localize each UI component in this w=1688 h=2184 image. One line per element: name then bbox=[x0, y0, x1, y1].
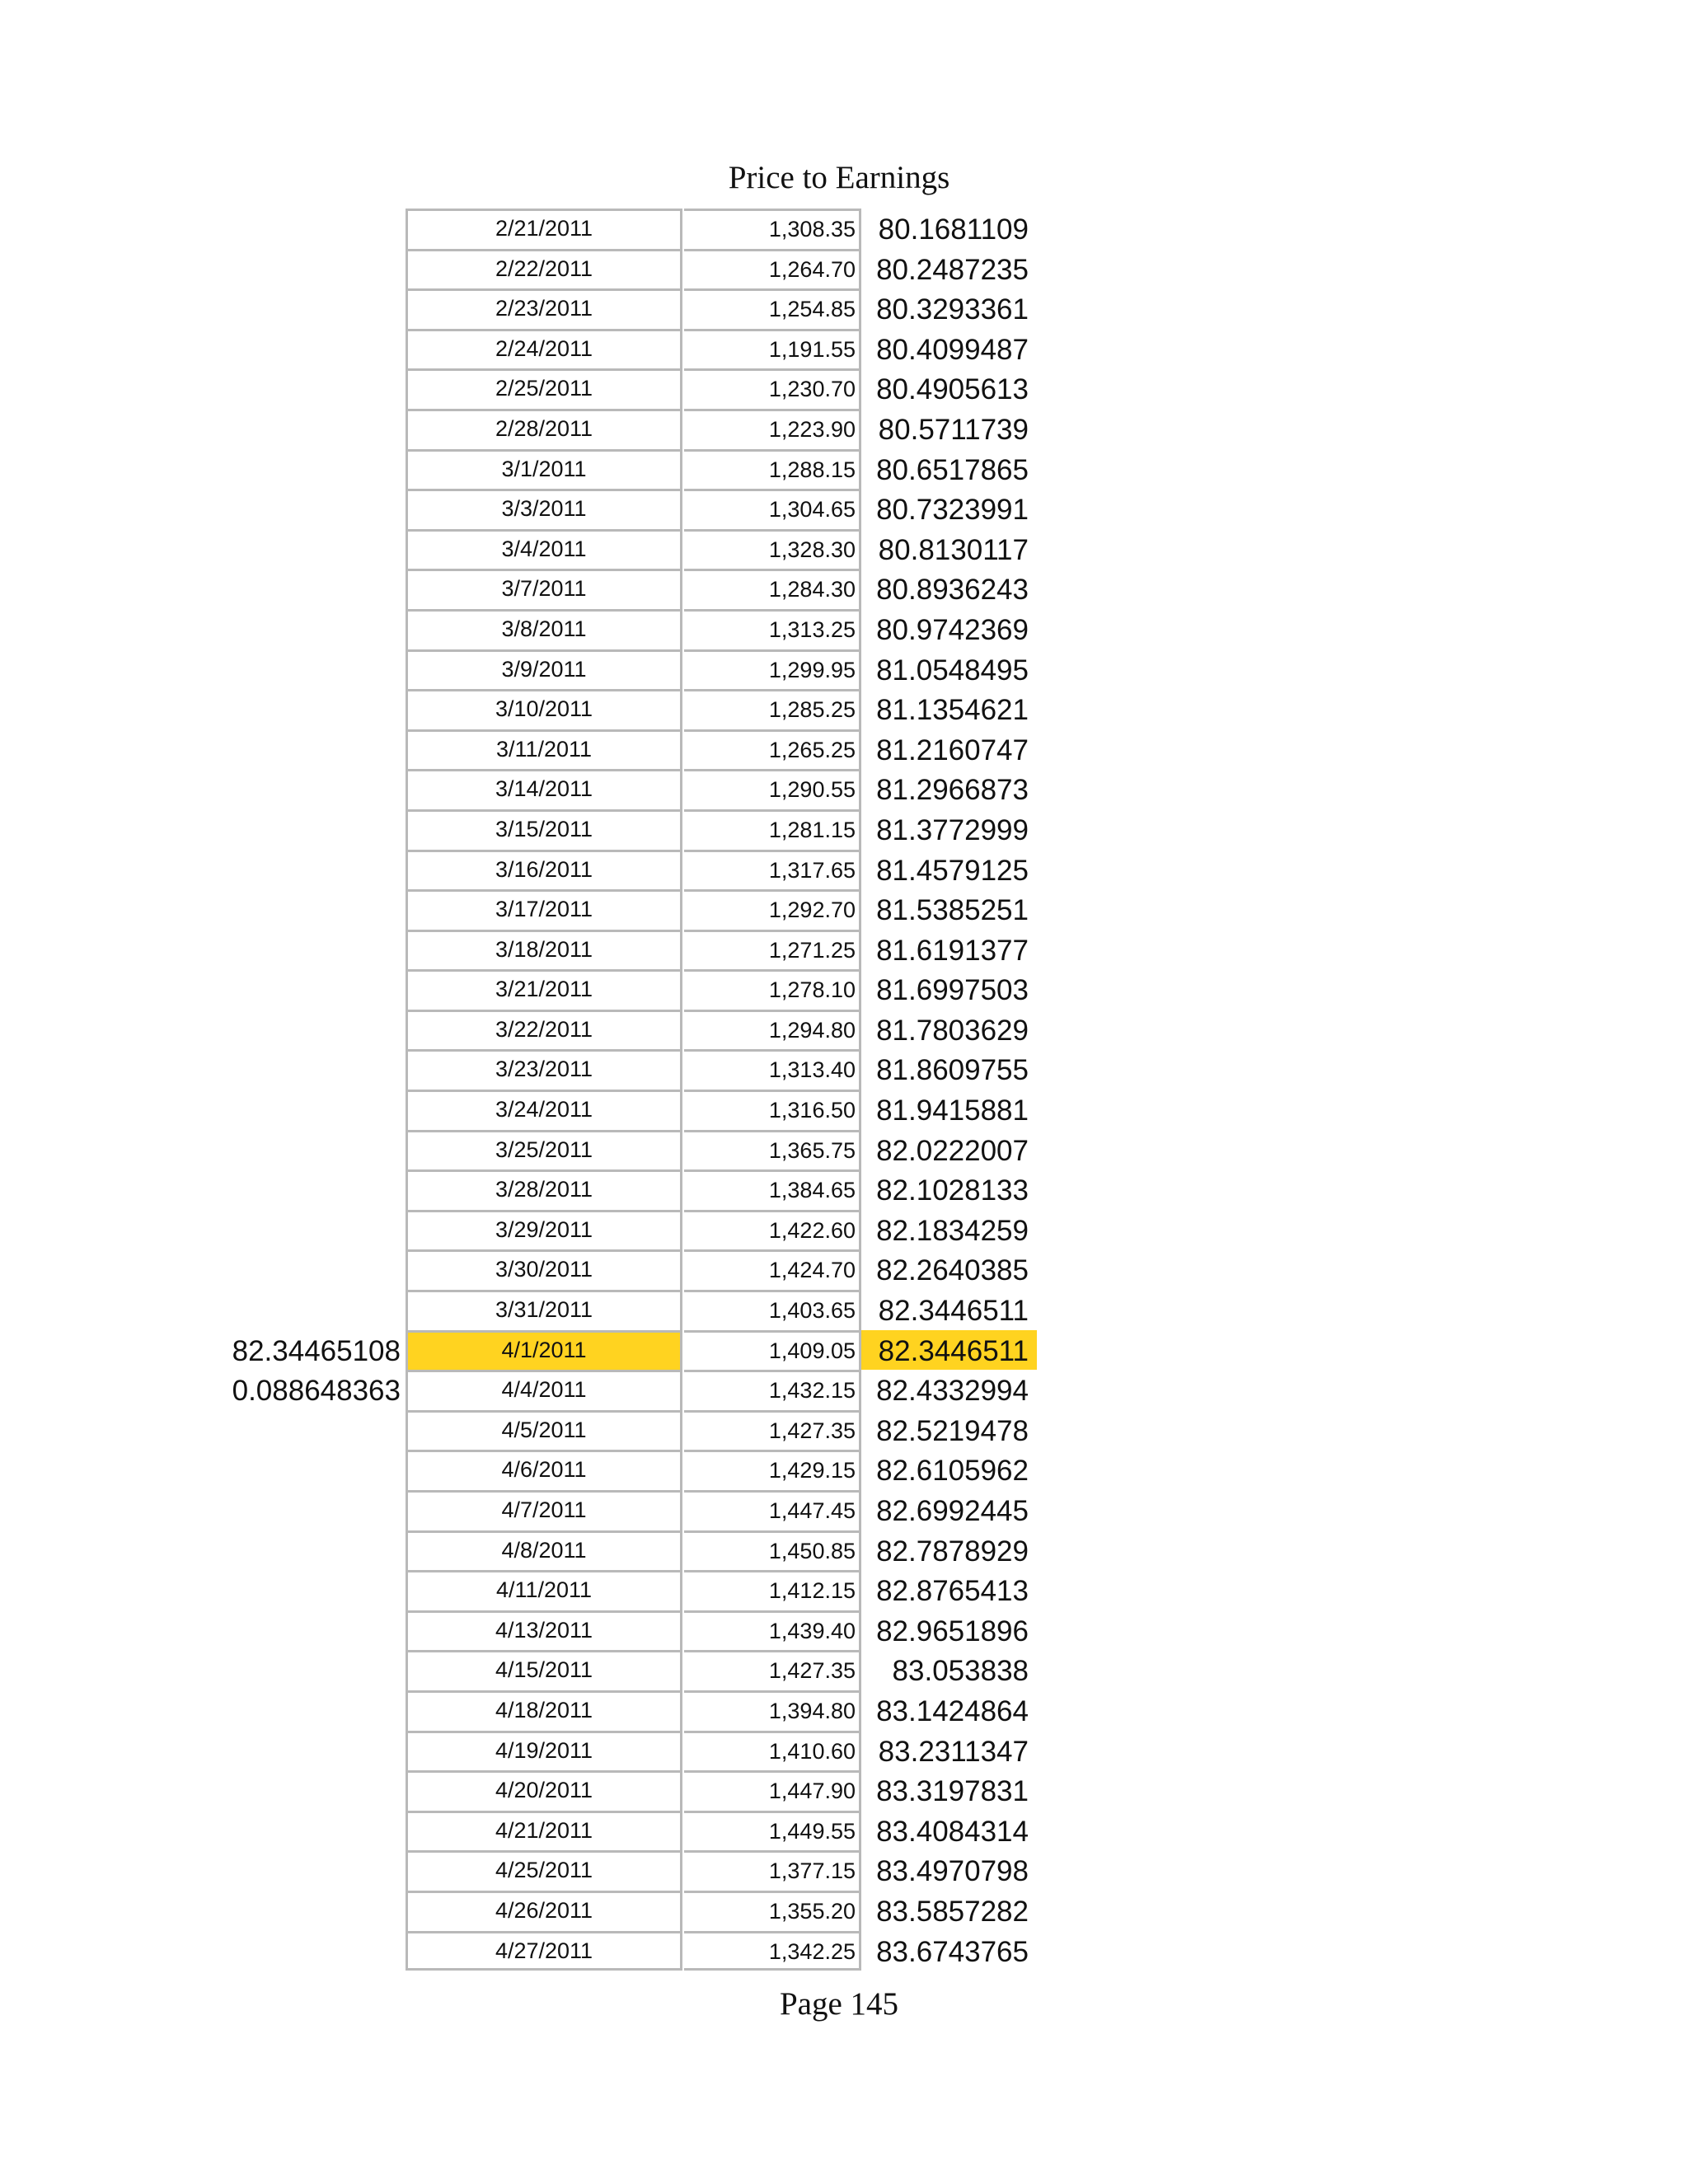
table-row bbox=[0, 1370, 1688, 1410]
close-price-cell: 1,342.25 bbox=[684, 1931, 861, 1971]
close-price-cell: 1,412.15 bbox=[684, 1570, 861, 1610]
close-price-cell: 1,403.65 bbox=[684, 1290, 861, 1330]
close-price-cell: 1,432.15 bbox=[684, 1370, 861, 1410]
pe-ratio-cell: 83.3197831 bbox=[876, 1775, 1029, 1808]
table-row bbox=[0, 850, 1688, 890]
table-row bbox=[0, 449, 1688, 490]
pe-ratio-cell: 82.1028133 bbox=[876, 1174, 1029, 1207]
table-row bbox=[0, 969, 1688, 1010]
pe-ratio-cell: 81.6191377 bbox=[876, 934, 1029, 967]
close-price-cell: 1,384.65 bbox=[684, 1169, 861, 1210]
pe-ratio-cell: 82.6992445 bbox=[876, 1495, 1029, 1527]
date-cell: 4/19/2011 bbox=[406, 1731, 682, 1771]
pe-ratio-cell: 80.3293361 bbox=[876, 293, 1029, 326]
pe-ratio-cell: 82.4332994 bbox=[876, 1375, 1029, 1408]
pe-ratio-cell: 81.5385251 bbox=[876, 894, 1029, 927]
close-price-cell: 1,313.25 bbox=[684, 609, 861, 649]
table-row bbox=[0, 930, 1688, 970]
close-price-cell: 1,304.65 bbox=[684, 489, 861, 529]
table-row bbox=[0, 889, 1688, 930]
pe-ratio-cell: 80.1681109 bbox=[878, 213, 1029, 246]
close-price-cell: 1,284.30 bbox=[684, 569, 861, 609]
date-cell: 3/28/2011 bbox=[406, 1169, 682, 1210]
close-price-cell: 1,316.50 bbox=[684, 1090, 861, 1130]
pe-ratio-cell: 82.0222007 bbox=[876, 1134, 1029, 1167]
page-number: Page 145 bbox=[779, 1986, 899, 2022]
date-cell: 3/17/2011 bbox=[406, 889, 682, 930]
pe-ratio-cell: 80.2487235 bbox=[876, 253, 1029, 286]
date-cell: 3/29/2011 bbox=[406, 1210, 682, 1250]
table-row bbox=[0, 649, 1688, 690]
table-row bbox=[0, 1650, 1688, 1690]
side-value-cell: 82.34465108 bbox=[232, 1334, 401, 1367]
pe-ratio-cell: 83.1424864 bbox=[876, 1694, 1029, 1727]
date-cell: 2/22/2011 bbox=[406, 249, 682, 289]
table-row bbox=[0, 729, 1688, 770]
pe-ratio-cell: 80.8936243 bbox=[876, 574, 1029, 607]
pe-ratio-cell: 82.9651896 bbox=[876, 1615, 1029, 1647]
pe-ratio-cell: 82.5219478 bbox=[876, 1414, 1029, 1447]
table-row bbox=[0, 1410, 1688, 1451]
pe-ratio-cell: 83.053838 bbox=[892, 1655, 1029, 1688]
close-price-cell: 1,409.05 bbox=[684, 1330, 861, 1371]
date-cell: 2/23/2011 bbox=[406, 288, 682, 329]
table-row bbox=[0, 1490, 1688, 1530]
date-cell: 4/7/2011 bbox=[406, 1490, 682, 1530]
date-cell: 3/14/2011 bbox=[406, 769, 682, 809]
date-cell: 2/28/2011 bbox=[406, 409, 682, 449]
table-row bbox=[0, 1290, 1688, 1330]
price-table bbox=[0, 209, 1688, 1971]
pe-ratio-cell: 83.6743765 bbox=[876, 1935, 1029, 1968]
close-price-cell: 1,450.85 bbox=[684, 1530, 861, 1571]
table-row bbox=[0, 609, 1688, 649]
close-price-cell: 1,278.10 bbox=[684, 969, 861, 1010]
date-cell: 4/20/2011 bbox=[406, 1770, 682, 1811]
close-price-cell: 1,223.90 bbox=[684, 409, 861, 449]
table-row bbox=[0, 1931, 1688, 1971]
close-price-cell: 1,422.60 bbox=[684, 1210, 861, 1250]
date-cell: 4/13/2011 bbox=[406, 1610, 682, 1651]
date-cell: 4/8/2011 bbox=[406, 1530, 682, 1571]
date-cell: 4/26/2011 bbox=[406, 1891, 682, 1931]
pe-ratio-cell: 80.6517865 bbox=[876, 453, 1029, 486]
table-row bbox=[0, 368, 1688, 409]
pe-ratio-cell: 81.8609755 bbox=[876, 1054, 1029, 1087]
date-cell: 4/15/2011 bbox=[406, 1650, 682, 1690]
date-cell: 4/21/2011 bbox=[406, 1811, 682, 1851]
date-cell: 2/24/2011 bbox=[406, 329, 682, 369]
table-row bbox=[0, 1010, 1688, 1050]
date-cell: 3/7/2011 bbox=[406, 569, 682, 609]
close-price-cell: 1,294.80 bbox=[684, 1010, 861, 1050]
date-cell: 3/1/2011 bbox=[406, 449, 682, 490]
table-row bbox=[0, 529, 1688, 569]
close-price-cell: 1,308.35 bbox=[684, 209, 861, 249]
table-row bbox=[0, 1249, 1688, 1290]
table-row bbox=[0, 1811, 1688, 1851]
pe-ratio-cell: 80.4099487 bbox=[876, 333, 1029, 366]
pe-ratio-cell: 81.2966873 bbox=[876, 774, 1029, 807]
date-cell: 4/1/2011 bbox=[406, 1330, 682, 1371]
date-cell: 4/5/2011 bbox=[406, 1410, 682, 1451]
table-row bbox=[0, 1090, 1688, 1130]
pe-ratio-cell: 82.3446511 bbox=[861, 1330, 1037, 1371]
table-row bbox=[0, 1570, 1688, 1610]
pe-ratio-cell: 82.7878929 bbox=[876, 1535, 1029, 1568]
table-row bbox=[0, 249, 1688, 289]
date-cell: 3/11/2011 bbox=[406, 729, 682, 770]
date-cell: 3/24/2011 bbox=[406, 1090, 682, 1130]
date-cell: 3/10/2011 bbox=[406, 689, 682, 729]
pe-ratio-cell: 82.8765413 bbox=[876, 1575, 1029, 1608]
close-price-cell: 1,427.35 bbox=[684, 1650, 861, 1690]
table-row bbox=[0, 569, 1688, 609]
close-price-cell: 1,271.25 bbox=[684, 930, 861, 970]
close-price-cell: 1,439.40 bbox=[684, 1610, 861, 1651]
close-price-cell: 1,281.15 bbox=[684, 809, 861, 850]
pe-ratio-cell: 80.4905613 bbox=[876, 373, 1029, 406]
date-cell: 3/31/2011 bbox=[406, 1290, 682, 1330]
pe-ratio-cell: 81.1354621 bbox=[876, 694, 1029, 727]
pe-ratio-cell: 82.2640385 bbox=[876, 1254, 1029, 1287]
pe-ratio-cell: 82.1834259 bbox=[876, 1214, 1029, 1247]
date-cell: 4/4/2011 bbox=[406, 1370, 682, 1410]
date-cell: 3/25/2011 bbox=[406, 1130, 682, 1170]
table-row bbox=[0, 1330, 1688, 1371]
close-price-cell: 1,313.40 bbox=[684, 1049, 861, 1090]
close-price-cell: 1,285.25 bbox=[684, 689, 861, 729]
table-row bbox=[0, 489, 1688, 529]
date-cell: 2/21/2011 bbox=[406, 209, 682, 249]
close-price-cell: 1,317.65 bbox=[684, 850, 861, 890]
table-row bbox=[0, 1210, 1688, 1250]
close-price-cell: 1,429.15 bbox=[684, 1450, 861, 1490]
close-price-cell: 1,377.15 bbox=[684, 1850, 861, 1891]
pe-ratio-cell: 83.2311347 bbox=[878, 1735, 1029, 1768]
close-price-cell: 1,290.55 bbox=[684, 769, 861, 809]
close-price-cell: 1,427.35 bbox=[684, 1410, 861, 1451]
table-row bbox=[0, 1690, 1688, 1731]
close-price-cell: 1,299.95 bbox=[684, 649, 861, 690]
pe-ratio-cell: 80.5711739 bbox=[878, 413, 1029, 446]
pe-ratio-cell: 81.0548495 bbox=[876, 654, 1029, 687]
table-row bbox=[0, 1130, 1688, 1170]
pe-ratio-cell: 83.4084314 bbox=[876, 1815, 1029, 1848]
close-price-cell: 1,254.85 bbox=[684, 288, 861, 329]
date-cell: 3/23/2011 bbox=[406, 1049, 682, 1090]
table-row bbox=[0, 809, 1688, 850]
date-cell: 3/16/2011 bbox=[406, 850, 682, 890]
table-row bbox=[0, 769, 1688, 809]
table-row bbox=[0, 1770, 1688, 1811]
pe-ratio-cell: 81.7803629 bbox=[876, 1014, 1029, 1047]
date-cell: 3/8/2011 bbox=[406, 609, 682, 649]
pe-ratio-cell: 81.2160747 bbox=[876, 733, 1029, 766]
date-cell: 4/6/2011 bbox=[406, 1450, 682, 1490]
table-row bbox=[0, 689, 1688, 729]
date-cell: 3/3/2011 bbox=[406, 489, 682, 529]
date-cell: 4/18/2011 bbox=[406, 1690, 682, 1731]
date-cell: 3/30/2011 bbox=[406, 1249, 682, 1290]
pe-ratio-cell: 80.8130117 bbox=[878, 533, 1029, 566]
close-price-cell: 1,355.20 bbox=[684, 1891, 861, 1931]
table-row bbox=[0, 1049, 1688, 1090]
date-cell: 4/27/2011 bbox=[406, 1931, 682, 1971]
pe-ratio-cell: 80.9742369 bbox=[876, 613, 1029, 646]
table-row bbox=[0, 1530, 1688, 1571]
close-price-cell: 1,191.55 bbox=[684, 329, 861, 369]
close-price-cell: 1,447.90 bbox=[684, 1770, 861, 1811]
table-row bbox=[0, 1169, 1688, 1210]
close-price-cell: 1,410.60 bbox=[684, 1731, 861, 1771]
close-price-cell: 1,447.45 bbox=[684, 1490, 861, 1530]
close-price-cell: 1,449.55 bbox=[684, 1811, 861, 1851]
close-price-cell: 1,264.70 bbox=[684, 249, 861, 289]
table-row bbox=[0, 1731, 1688, 1771]
table-row bbox=[0, 329, 1688, 369]
page-title: Price to Earnings bbox=[728, 160, 950, 195]
pe-ratio-cell: 82.3446511 bbox=[878, 1295, 1029, 1328]
close-price-cell: 1,394.80 bbox=[684, 1690, 861, 1731]
close-price-cell: 1,424.70 bbox=[684, 1249, 861, 1290]
close-price-cell: 1,265.25 bbox=[684, 729, 861, 770]
pe-ratio-cell: 80.7323991 bbox=[876, 494, 1029, 527]
pe-ratio-cell: 81.3772999 bbox=[876, 813, 1029, 846]
pe-ratio-cell: 82.6105962 bbox=[876, 1455, 1029, 1488]
close-price-cell: 1,230.70 bbox=[684, 368, 861, 409]
date-cell: 4/25/2011 bbox=[406, 1850, 682, 1891]
close-price-cell: 1,292.70 bbox=[684, 889, 861, 930]
close-price-cell: 1,365.75 bbox=[684, 1130, 861, 1170]
table-row bbox=[0, 409, 1688, 449]
date-cell: 4/11/2011 bbox=[406, 1570, 682, 1610]
table-row bbox=[0, 1450, 1688, 1490]
close-price-cell: 1,288.15 bbox=[684, 449, 861, 490]
pe-ratio-cell: 81.9415881 bbox=[876, 1094, 1029, 1127]
table-row bbox=[0, 209, 1688, 249]
date-cell: 3/21/2011 bbox=[406, 969, 682, 1010]
table-row bbox=[0, 288, 1688, 329]
date-cell: 3/9/2011 bbox=[406, 649, 682, 690]
date-cell: 3/22/2011 bbox=[406, 1010, 682, 1050]
date-cell: 2/25/2011 bbox=[406, 368, 682, 409]
close-price-cell: 1,328.30 bbox=[684, 529, 861, 569]
table-row bbox=[0, 1610, 1688, 1651]
date-cell: 3/4/2011 bbox=[406, 529, 682, 569]
pe-ratio-cell: 81.4579125 bbox=[876, 854, 1029, 887]
table-row bbox=[0, 1850, 1688, 1891]
table-row bbox=[0, 1891, 1688, 1931]
pe-ratio-cell: 83.5857282 bbox=[876, 1895, 1029, 1928]
pe-ratio-cell: 83.4970798 bbox=[876, 1855, 1029, 1888]
date-cell: 3/15/2011 bbox=[406, 809, 682, 850]
pe-ratio-cell: 81.6997503 bbox=[876, 974, 1029, 1007]
side-value-cell: 0.088648363 bbox=[232, 1375, 401, 1408]
date-cell: 3/18/2011 bbox=[406, 930, 682, 970]
